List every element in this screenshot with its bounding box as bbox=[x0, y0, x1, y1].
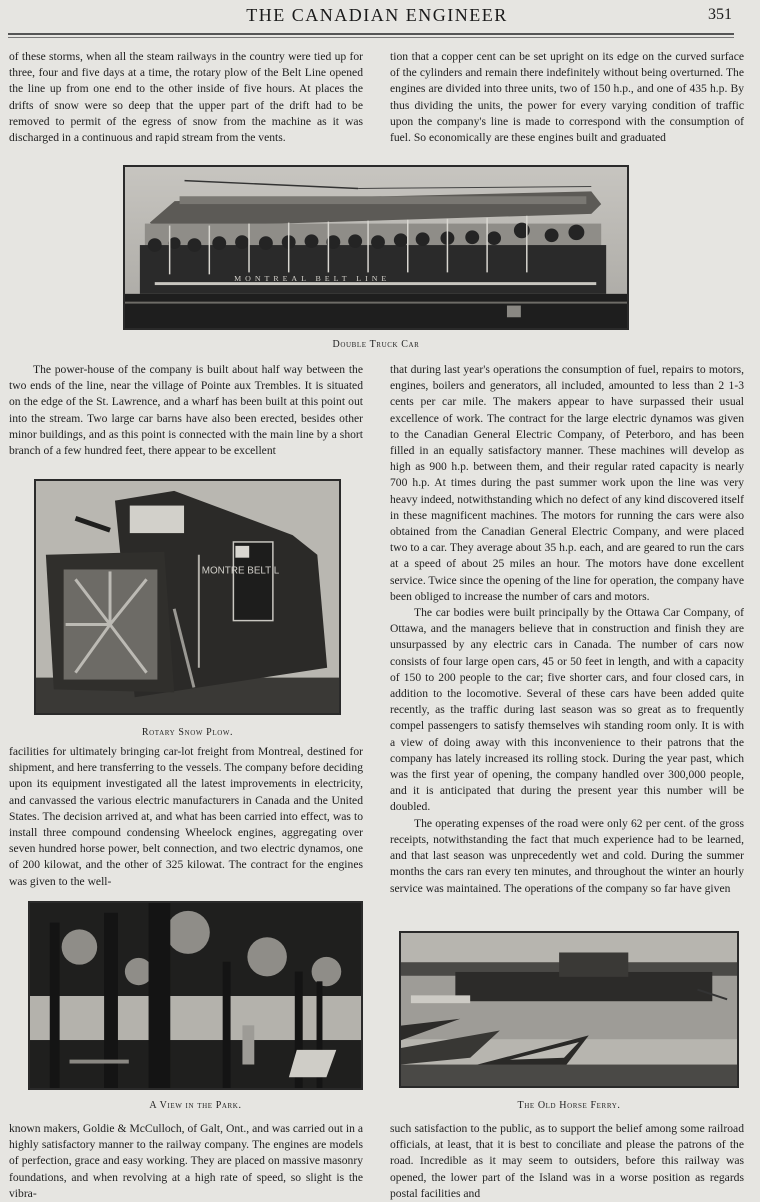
page-number: 351 bbox=[708, 6, 732, 23]
left-column-block-3 bbox=[9, 1121, 363, 1202]
caption-rotary-snow-plow: Rotary Snow Plow. bbox=[141, 727, 234, 738]
paragraph-powerhouse: The power-house of the company is built about half way between the two ends of the line, near the village of Pointe aux Trembles. It is situated on the edge of the St. Lawrence, and a wharf has been built at this point out into the stream. Two large car barns have also been erected, besides other minor buildings, and as this point is connected with the main line by a short branch of a few hundred feet, there appear to be excellent bbox=[9, 363, 363, 458]
photo-view-in-park bbox=[28, 901, 363, 1090]
paragraph-fuel: that during last year's operations the consumption of fuel, repairs to motors, engines, boilers and generators, all included, amounted to less than 2 1-3 cents per car mile. The makers appear to have surpassed their usual excellence of work. The contract for the large electric dynamos was given to the Canadian General Electric Company, of Peterboro, and has been filled in an equally satisfactory manner. These machines will develop as high as 900 h.p. between them, and their regular rated capacity is nearly 700 h.p. At times during the past summer work upon the line was very heavy indeed, notwithstanding which no defect of any kind discovered itself in these magnificent machines. The motors for running the cars were also obtained from the Canadian General Electric Company, and were placed two to a car. They average about 35 h.p. each, and are geared to run the cars at a speed of about 25 miles an hour. The motors have done excellent service. Twice since the opening of the line for operation, the company have been obliged to increase the number of cars and motors. bbox=[390, 363, 744, 603]
paragraph-vibration: tion that a copper cent can be set upright on its edge on the curved surface of the cylinders and remain there indefinitely without being overturned. The engines are divided into three units, two of 150 h.p., and one of 435 h.p. By thus dividing the units, the power for every varying condition of traffic upon the company's line is made to correspond with the consumption of fuel. So economically are these engines built and graduated bbox=[390, 50, 744, 145]
paragraph-makers: known makers, Goldie & McCulloch, of Galt, Ont., and was carried out in a highly satisfactory manner to the railway company. The engines are models of perfection, grace and easy working. They are placed on massive masonry foundations, and when revolving at a high rate of speed, so slight is the vibra- bbox=[9, 1122, 363, 1200]
right-column-block-1 bbox=[390, 362, 744, 897]
paragraph-expenses: The operating expenses of the road were only 62 per cent. of the gross receipts, notwithstanding the fact that much experience had to be learned, and that last season was unprecedently wet and cold. During the summer months the cars ran every ten minutes, and throughout the winter an hourly service was maintained. The operations of the company so far have given bbox=[390, 816, 744, 895]
photo-old-horse-ferry bbox=[399, 931, 739, 1088]
paragraph-facilities: facilities for ultimately bringing car-lot freight from Montreal, destined for shipment, and here transferring to the vessels. The company before deciding upon its equipment investigated all the latest improvements in electricity, and canvassed the various electric manufacturers in Canada and the United States. The decision arrived at, and what has been carried into effect, was to install three compound condensing Wheelock engines, aggregating over seven hundred horse power, belt connection, and two electric dynamos, one of 200 kilowat, and the other of 325 kilowat. The contract for the engines was given to the well- bbox=[9, 745, 363, 888]
top-left-column bbox=[9, 49, 363, 146]
left-column-block-2 bbox=[9, 744, 363, 890]
left-column-block-1 bbox=[9, 362, 363, 459]
caption-view-in-park: A View in the Park. bbox=[149, 1100, 242, 1111]
right-column-block-2 bbox=[390, 1121, 744, 1202]
top-right-column bbox=[390, 49, 744, 146]
car-lettering: MONTREAL BELT LINE bbox=[234, 274, 391, 284]
journal-title: THE CANADIAN ENGINEER bbox=[246, 5, 508, 25]
header-rule bbox=[8, 33, 734, 35]
photo-rotary-snow-plow bbox=[34, 479, 341, 715]
caption-old-horse-ferry: The Old Horse Ferry. bbox=[517, 1100, 621, 1111]
caption-double-truck-car: Double Truck Car bbox=[332, 339, 420, 350]
paragraph-car-bodies: The car bodies were built principally by the Ottawa Car Company, of Ottawa, and the managers believe that in construction and finish they are unsurpassed by any electric cars in Canada. The number of cars now consists of four large open cars, 45 or 50 feet in length, and with a capacity of 150 to 200 people to the car; five shorter cars, and four closed cars, in addition to the locomotive. Several of these cars have been added quite recently, as the traffic during last season was so great as to frequently compel passengers to satisfy themselves wih standing room only. It is with a view of doing away with this inconvenience to their patrons that the company has lately increased its rolling stock. During the year past, which was the first year of opening, the company handled over 300,000 people, and it is anticipated that during the present year this number will be doubled. bbox=[390, 606, 744, 814]
photo-double-truck-car bbox=[123, 165, 629, 330]
paragraph-storms: of these storms, when all the steam railways in the country were tied up for three, four and five days at a time, the rotary plow of the Belt Line opened the line up from one end to the other inside of five hours. At places the drifts of snow were so deep that the upper part of the drift had to be removed to permit of the egress of snow from the machine as it was discharged in a continuous and rapid stream from the vents. bbox=[9, 50, 363, 145]
plow-lettering: MONTRE BELT L bbox=[201, 565, 280, 577]
running-header bbox=[8, 0, 746, 40]
header-rule-thin bbox=[8, 37, 734, 38]
paragraph-satisfaction: such satisfaction to the public, as to support the belief among some railroad officials, at least, that it is best to conciliate and please the patrons of the road. Incredible as it may seem to outsiders, before this railway was opened, the lower part of the Island was in a worse position as regards postal facilities and bbox=[390, 1122, 744, 1200]
